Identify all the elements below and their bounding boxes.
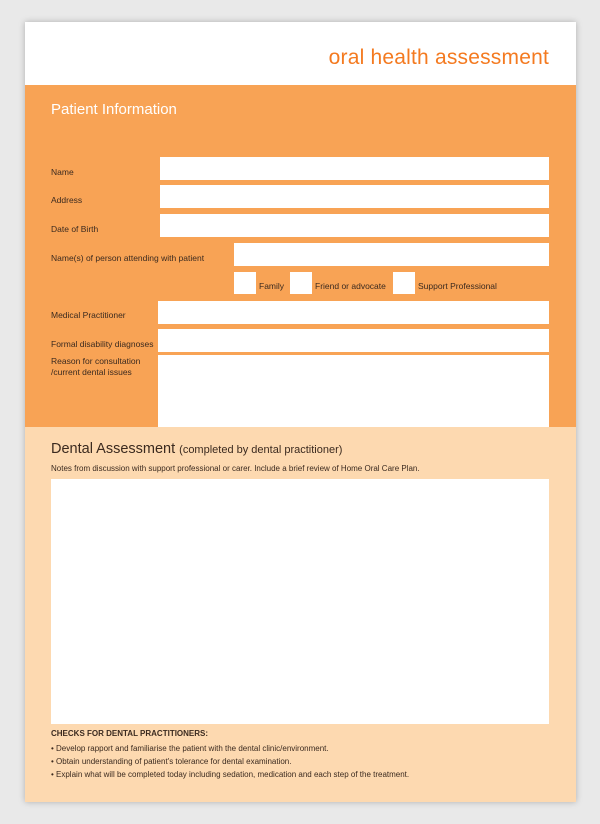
address-label: Address — [51, 195, 83, 205]
dental-assessment-heading — [51, 441, 342, 457]
patient-information-heading: Patient Information — [51, 101, 177, 118]
check-item: • Explain what will be completed today including sedation, medication and each step of the treatment. — [51, 770, 410, 779]
date-of-birth-field[interactable] — [160, 214, 549, 237]
support-professional-checkbox[interactable] — [393, 272, 415, 294]
patient-information-section — [25, 85, 576, 427]
reason-label: Reason for consultation /current dental issues — [51, 356, 141, 377]
dob-label: Date of Birth — [51, 224, 99, 234]
name-label: Name — [51, 167, 74, 177]
form-sheet — [25, 22, 576, 802]
disability-label: Formal disability diagnoses — [51, 339, 154, 349]
page-title: oral health assessment — [328, 46, 549, 69]
dental-assessment-subtitle: (completed by dental practitioner) — [179, 444, 343, 456]
friend-advocate-checkbox[interactable] — [290, 272, 312, 294]
dental-assessment-section — [25, 427, 576, 802]
attending-persons-field[interactable] — [234, 243, 549, 266]
family-checkbox[interactable] — [234, 272, 256, 294]
address-field[interactable] — [160, 185, 549, 208]
disability-diagnoses-field[interactable] — [158, 329, 549, 352]
family-checkbox-label: Family — [259, 281, 285, 291]
medical-practitioner-label: Medical Practitioner — [51, 310, 126, 320]
dental-notes-field[interactable] — [51, 479, 549, 724]
name-field[interactable] — [160, 157, 549, 180]
support-professional-checkbox-label: Support Professional — [418, 281, 497, 291]
checks-title: CHECKS FOR DENTAL PRACTITIONERS: — [51, 729, 209, 738]
reason-for-consultation-field[interactable] — [158, 355, 549, 431]
dental-notes-instruction: Notes from discussion with support professional or carer. Include a brief review of Home Oral Care Plan. — [51, 464, 420, 473]
check-item: • Develop rapport and familiarise the patient with the dental clinic/environment. — [51, 744, 329, 753]
dental-assessment-title: Dental Assessment — [51, 441, 176, 457]
medical-practitioner-field[interactable] — [158, 301, 549, 324]
friend-advocate-checkbox-label: Friend or advocate — [315, 281, 386, 291]
attending-label: Name(s) of person attending with patient — [51, 253, 205, 263]
check-item: • Obtain understanding of patient's tolerance for dental examination. — [51, 757, 292, 766]
